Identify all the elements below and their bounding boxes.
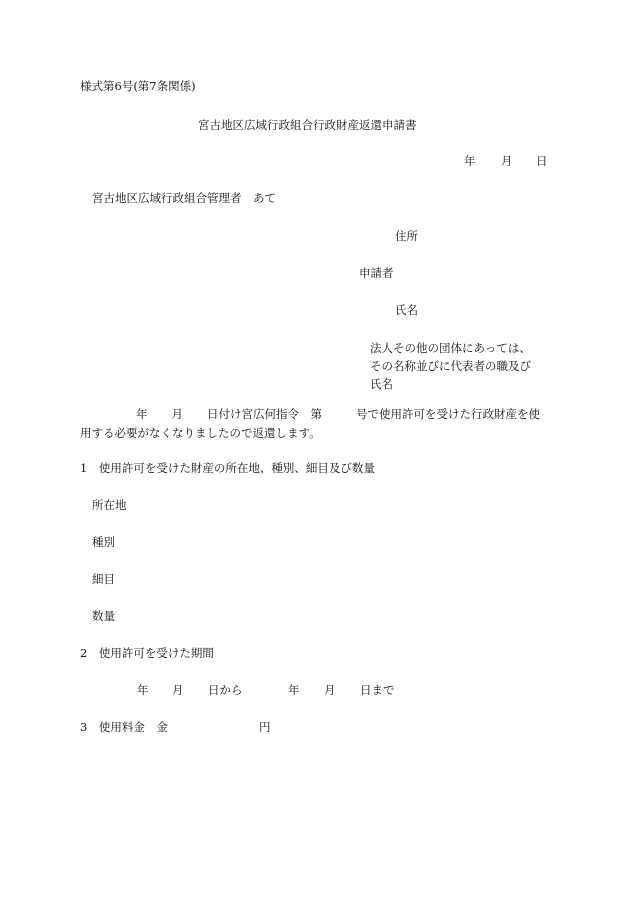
date-year-label: 年 [464,154,476,168]
fee-unit: 円 [259,720,271,734]
period-from-month: 月 [172,683,184,697]
addressee: 宮古地区広域行政組合管理者 あて [92,191,276,205]
body-month: 月 [171,407,183,421]
applicant-label: 申請者 [359,266,394,280]
corporate-note-line: 法人その他の団体にあっては、 [370,341,531,355]
period-from-year: 年 [137,683,149,697]
name-label: 氏名 [395,303,418,317]
body-date-suffix: 日付け宮広何指令 第 [207,407,322,421]
item-detail: 細目 [92,572,115,586]
period-to-year: 年 [288,683,300,697]
period-to-month: 月 [324,683,336,697]
body-year: 年 [136,407,148,421]
form-number: 様式第6号(第7条関係) [80,79,196,93]
period-to-day: 日まで [360,683,395,697]
address-label: 住所 [395,229,418,243]
body-line-2: 用する必要がなくなりましたので返還します。 [80,426,321,440]
item-quantity: 数量 [92,609,115,623]
section-1-heading: 1 使用許可を受けた財産の所在地、種別、細目及び数量 [80,461,375,475]
section-2-heading: 2 使用許可を受けた期間 [80,646,214,660]
item-location: 所在地 [92,498,127,512]
corporate-note-line: 氏名 [370,377,393,391]
document-title: 宮古地区広域行政組合行政財産返還申請書 [198,118,417,132]
body-rest: 号で使用許可を受けた行政財産を使 [356,407,540,421]
section-3-heading: 3 使用料金 金 [80,720,168,734]
item-type: 種別 [92,535,115,549]
date-month-label: 月 [501,154,513,168]
body-paragraph [80,405,550,443]
corporate-note [370,339,570,393]
date-day-label: 日 [536,154,548,168]
period-from-day: 日から [208,683,243,697]
corporate-note-line: その名称並びに代表者の職及び [370,359,531,373]
